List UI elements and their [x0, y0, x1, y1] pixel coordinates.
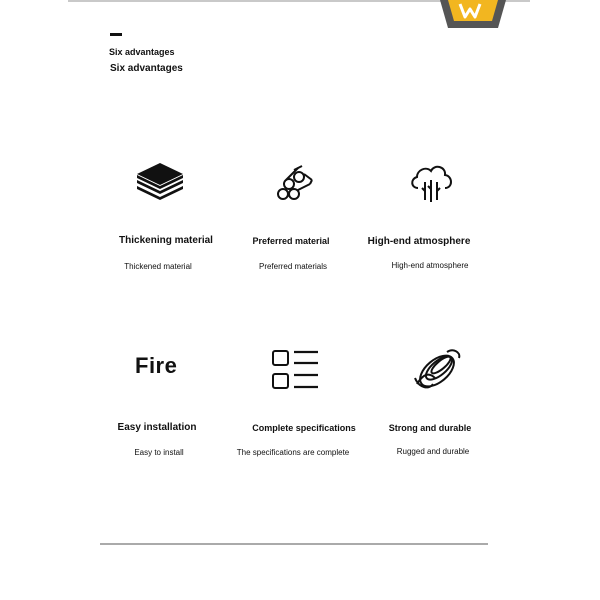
list-icon — [271, 348, 321, 392]
feature-subtitle: Easy to install — [134, 448, 184, 457]
section-subheading: Six advantages — [110, 63, 183, 74]
feature-title: Preferred material — [252, 236, 330, 246]
pipes-icon — [274, 162, 316, 204]
feature-subtitle: Rugged and durable — [396, 447, 470, 456]
heading-accent — [110, 33, 122, 36]
fire-text-icon: Fire — [135, 353, 178, 378]
feature-title: Thickening material — [119, 235, 213, 246]
feature-subtitle: Preferred materials — [258, 262, 328, 271]
feature-subtitle: High-end atmosphere — [391, 261, 469, 270]
section-heading: Six advantages — [109, 47, 175, 57]
feature-subtitle: Thickened material — [124, 262, 192, 271]
feature-title: Strong and durable — [388, 423, 472, 433]
rope-icon — [411, 344, 467, 392]
bottom-divider — [100, 543, 488, 545]
cloud-icon — [408, 160, 454, 204]
layers-icon — [135, 160, 185, 200]
brand-logo — [440, 0, 506, 30]
feature-title: High-end atmosphere — [367, 236, 471, 247]
feature-title: Easy installation — [117, 422, 197, 433]
feature-title: Complete specifications — [252, 423, 356, 433]
feature-subtitle: The specifications are complete — [236, 448, 350, 457]
